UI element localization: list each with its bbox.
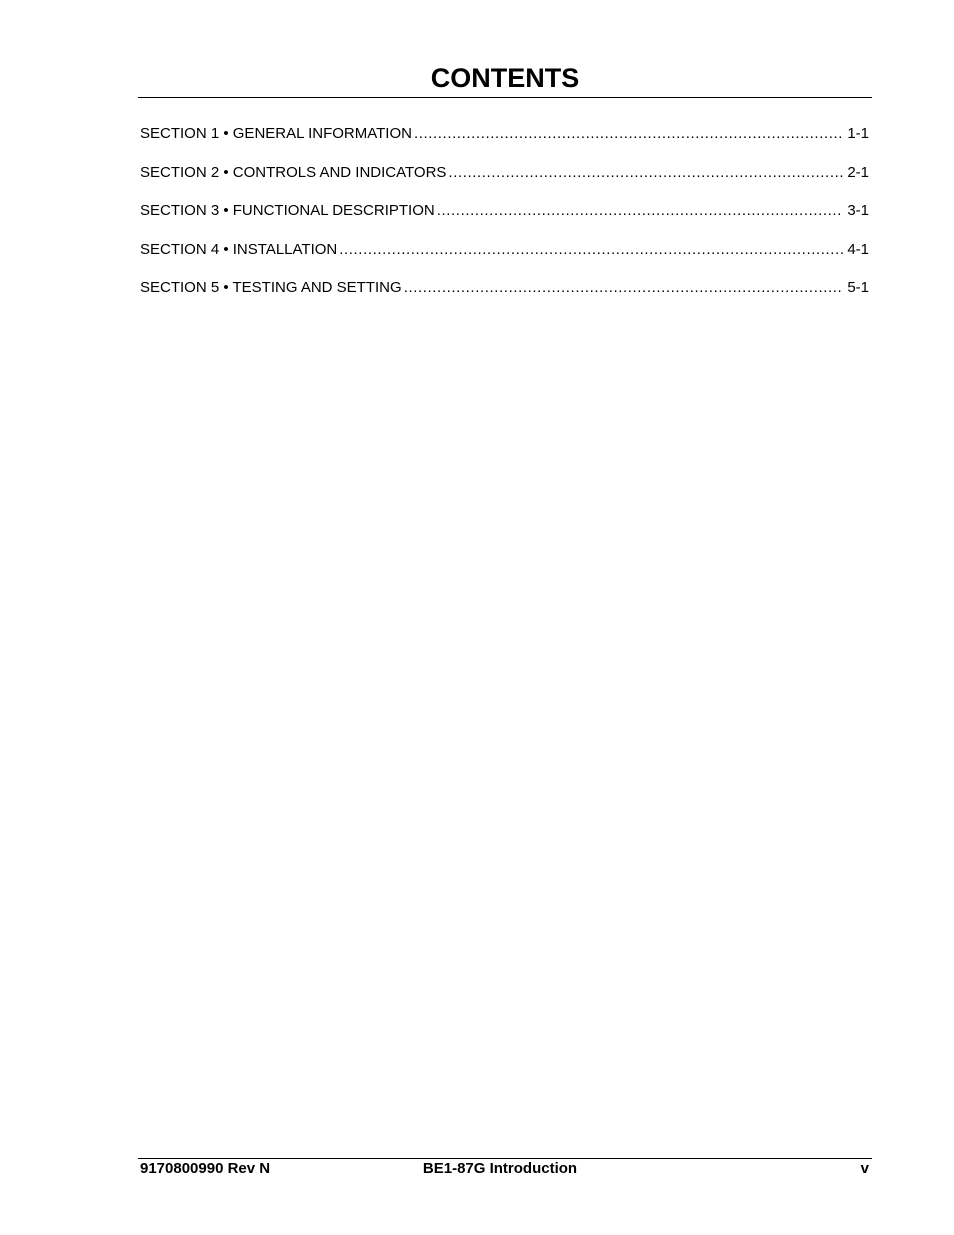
- title-divider: [138, 97, 872, 98]
- toc-entry-section-5[interactable]: [140, 278, 869, 298]
- toc-dot-leader: [404, 278, 844, 298]
- toc-entry-section-4[interactable]: [140, 240, 869, 260]
- toc-entry-label: SECTION 2 • CONTROLS AND INDICATORS: [140, 163, 447, 181]
- page-footer: [140, 1159, 869, 1179]
- toc-entry-page: 4-1: [847, 240, 869, 258]
- page-title: CONTENTS: [430, 63, 580, 93]
- toc-entry-label: SECTION 5 • TESTING AND SETTING: [140, 279, 402, 296]
- toc-entry-page: 1-1: [847, 125, 869, 142]
- table-of-contents: [140, 124, 869, 317]
- toc-entry-label: SECTION 3 • FUNCTIONAL DESCRIPTION: [140, 202, 435, 219]
- toc-entry-label: SECTION 4 • INSTALLATION: [140, 240, 338, 258]
- toc-entry-label: SECTION 1 • GENERAL INFORMATION: [140, 125, 412, 142]
- toc-entry-section-3[interactable]: [140, 201, 869, 221]
- toc-entry-page: 2-1: [847, 163, 869, 181]
- page-number: v: [860, 1160, 869, 1177]
- document-section-title: BE1-87G Introduction: [422, 1160, 578, 1177]
- toc-dot-leader: [437, 201, 844, 221]
- toc-entry-section-1[interactable]: [140, 124, 869, 144]
- document-number: 9170800990 Rev N: [140, 1160, 271, 1177]
- toc-entry-page: 3-1: [847, 202, 869, 219]
- toc-dot-leader: [339, 240, 843, 260]
- toc-entry-section-2[interactable]: [140, 163, 869, 183]
- toc-dot-leader: [414, 124, 843, 144]
- toc-entry-page: 5-1: [847, 279, 869, 296]
- toc-dot-leader: [448, 163, 843, 183]
